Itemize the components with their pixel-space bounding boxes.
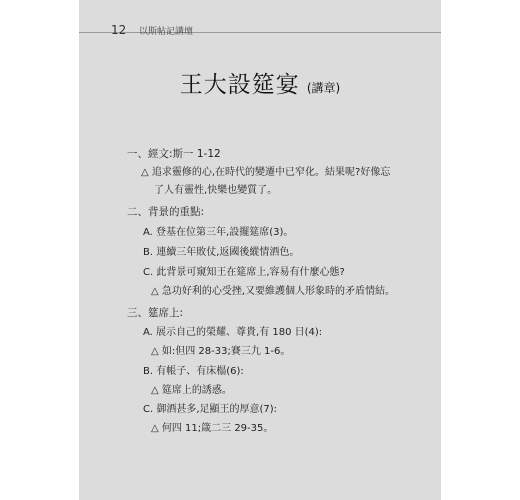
running-title: 以斯帖記講壇 — [139, 27, 194, 37]
note-line-continuation: 了人有靈性,快樂也變質了。 — [154, 185, 278, 196]
note-line: △ 筵席上的誘惑。 — [151, 385, 232, 396]
note-line: △ 追求靈修的心,在時代的變遷中已窄化。結果呢?好像忘 — [141, 167, 391, 178]
page-number: 12 — [111, 23, 127, 37]
list-item: C. 御酒甚多,足顯王的厚意(7): — [143, 404, 278, 415]
list-item: C. 此背景可窺知王在筵席上,容易有什麼心態? — [143, 267, 345, 278]
section-heading-background: 二、背景的重點: — [127, 206, 205, 218]
list-item: B. 有帳子、有床榻(6): — [143, 366, 244, 377]
note-line: △ 何四 11;箴二三 29-35。 — [151, 423, 274, 434]
note-line: △ 急功好利的心受挫,又要維護個人形象時的矛盾情結。 — [151, 286, 396, 297]
header-rule — [79, 32, 441, 33]
section-heading-scripture: 一、經文:斯一 1-12 — [127, 148, 221, 160]
note-line: △ 如:但四 28-33;賽三九 1-6。 — [151, 346, 291, 357]
title-sub: (講章) — [306, 81, 341, 95]
sermon-title — [0, 66, 520, 99]
list-item: A. 展示自己的榮耀、尊貴,有 180 日(4): — [143, 327, 323, 338]
title-main: 王大設筵宴 — [179, 72, 300, 98]
section-heading-banquet: 三、筵席上: — [127, 307, 184, 319]
list-item: A. 登基在位第三年,設擺筵席(3)。 — [143, 227, 294, 238]
list-item: B. 連續三年敗仗,返國後縱情酒色。 — [143, 247, 300, 258]
